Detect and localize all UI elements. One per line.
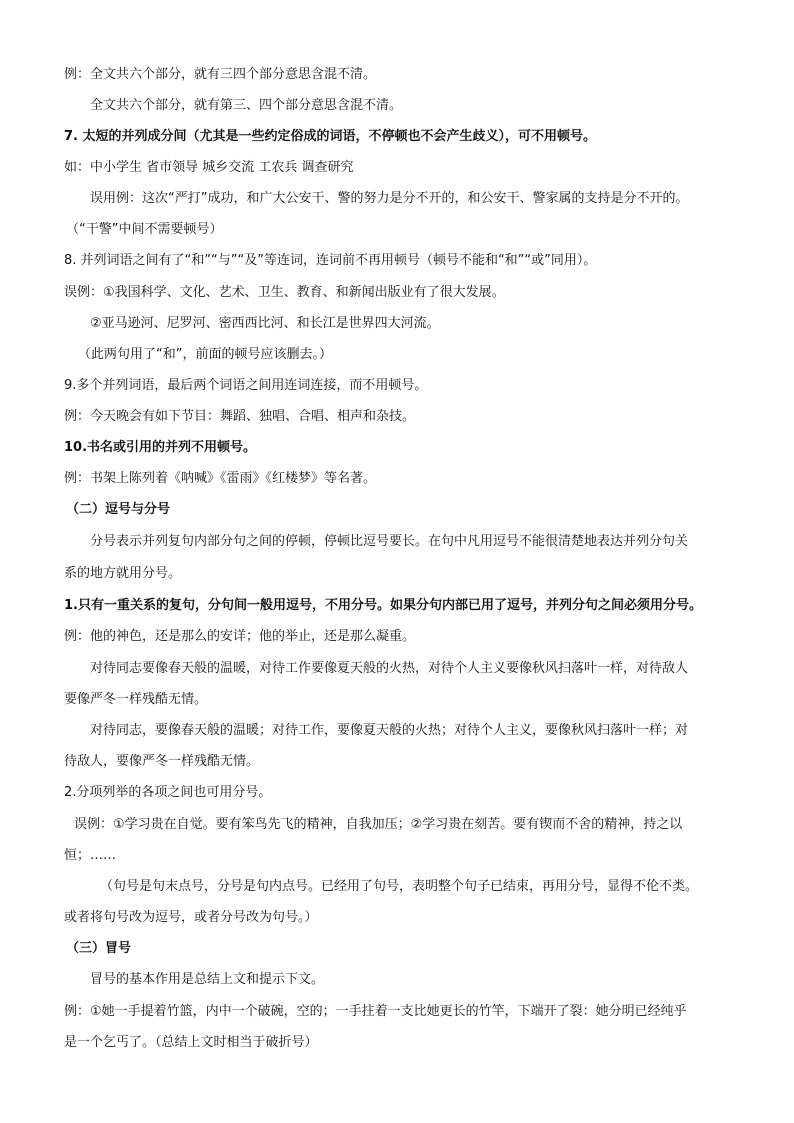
text-line: 例：书架上陈列着《呐喊》《雷雨》《红楼梦》等名著。 (64, 471, 377, 486)
text-line: 误用例：这次“严打”成功，和广大公安干、警的努力是分不开的，和公安干、警家属的支持是分不开的。 (90, 191, 689, 206)
section-heading-7: 7. 太短的并列成分间（尤其是一些约定俗成的词语，不停顿也不会产生歧义），可不用顿号。 (64, 129, 597, 144)
text-line: 或者将句号改为逗号，或者分号改为句号。） (64, 910, 318, 925)
text-line: 要像严冬一样残酷无情。 (64, 692, 208, 707)
text-line: （此两句用了“和”，前面的顿号应该删去。） (78, 347, 332, 362)
text-line: 误例：①学习贵在自觉。要有笨鸟先飞的精神，自我加压；②学习贵在刻苦。要有锲而不舍的精神，持之以 (74, 817, 683, 832)
text-line: 待敌人，要像严冬一样残酷无情。 (64, 754, 260, 769)
text-line: 例：①她一手提着竹篮，内中一个破碗，空的；一手拄着一支比她更长的竹竿，下端开了裂：她分明已经纯乎 (64, 1004, 687, 1019)
subsection-heading-comma-semicolon: （二）逗号与分号 (66, 502, 171, 517)
rule-heading-1: 1.只有一重关系的复句，分句间一般用逗号，不用分号。如果分句内部已用了逗号，并列分句之间必须用分号。 (64, 598, 702, 613)
text-line: 全文共六个部分，就有第三、四个部分意思含混不清。 (90, 98, 403, 113)
text-line: 例：全文共六个部分，就有三四个部分意思含混不清。 (64, 67, 377, 82)
text-line: ②亚马逊河、尼罗河、密西西比河、和长江是世界四大河流。 (90, 316, 440, 331)
text-line: 系的地方就用分号。 (64, 566, 182, 581)
text-line: 对待同志，要像春天般的温暖；对待工作，要像夏天般的火热；对待个人主义，要像秋风扫落叶一样；对 (90, 723, 689, 738)
text-line: （句号是句末点号，分号是句内点号。已经用了句号，表明整个句子已结束，再用分号，显得不伦不类。 (100, 879, 699, 894)
section-heading-9: 9.多个并列词语，最后两个词语之间用连词连接，而不用顿号。 (64, 378, 428, 393)
text-line: 分号表示并列复句内部分句之间的停顿，停顿比逗号要长。在句中凡用逗号不能很清楚地表达并列分句关 (90, 534, 689, 549)
text-line: 恒；…… (64, 848, 117, 863)
text-line: （“干警”中间不需要顿号） (66, 222, 223, 237)
text-line: 误例：①我国科学、文化、艺术、卫生、教育、和新闻出版业有了很大发展。 (64, 285, 505, 300)
text-line: 冒号的基本作用是总结上文和提示下文。 (90, 972, 325, 987)
section-heading-10: 10.书名或引用的并列不用顿号。 (64, 440, 257, 455)
text-line: 如：中小学生 省市领导 城乡交流 工农兵 调查研究 (64, 160, 354, 175)
text-line: 例：今天晚会有如下节目：舞蹈、独唱、合唱、相声和杂技。 (64, 409, 416, 424)
subsection-heading-colon: （三）冒号 (66, 941, 132, 956)
text-line: 是一个乞丐了。（总结上文时相当于破折号） (64, 1035, 318, 1050)
text-line: 对待同志要像春天般的温暖，对待工作要像夏天般的火热，对待个人主义要像秋风扫落叶一样，对待敌人 (90, 661, 689, 676)
rule-heading-2: 2.分项列举的各项之间也可用分号。 (64, 785, 272, 800)
text-line: 例：他的神色，还是那么的安详；他的举止，还是那么凝重。 (64, 629, 416, 644)
section-heading-8: 8. 并列词语之间有了“和”“与”“及”等连词，连词前不再用顿号（顿号不能和“和”“或”同用）。 (64, 253, 597, 268)
